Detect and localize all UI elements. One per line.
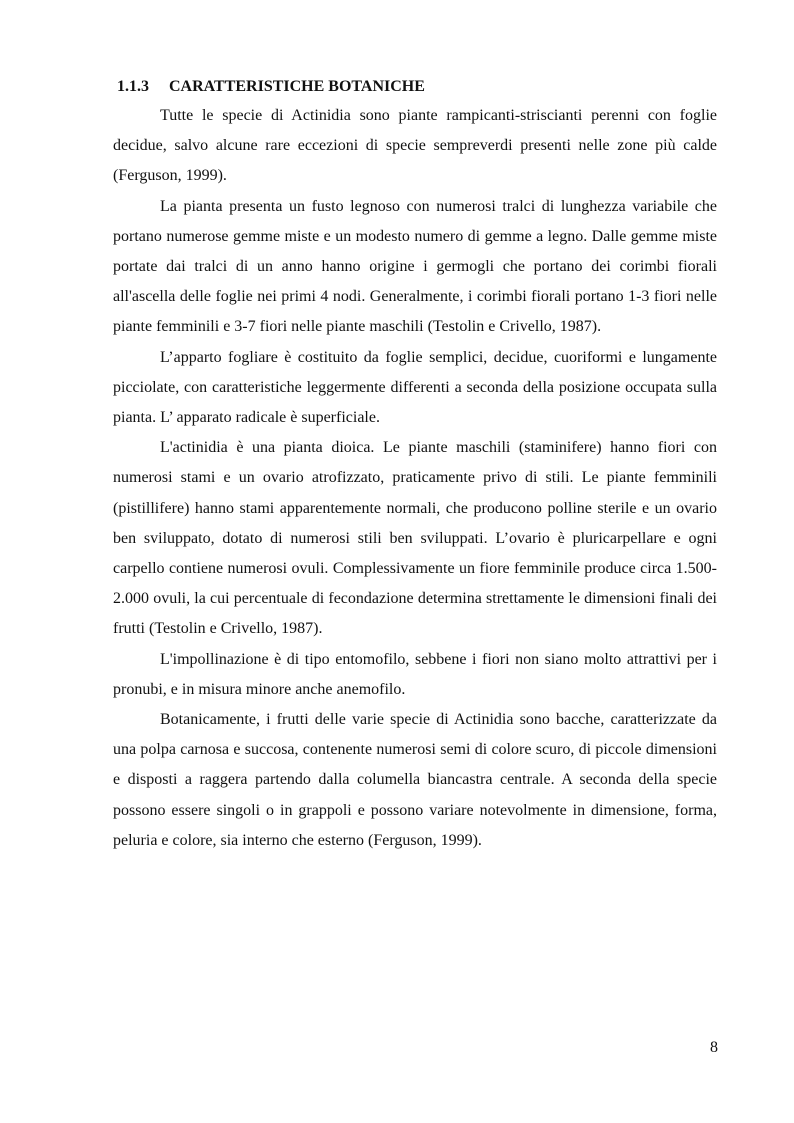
paragraph: La pianta presenta un fusto legnoso con numerosi tralci di lunghezza variabile che portano numerose gemme miste e un modesto numero di gemme a legno. Dalle gemme miste portate dai tralci di un anno hanno origine i germogli che portano dei corimbi fiorali all'ascella delle foglie nei primi 4 nodi. Generalmente, i corimbi fiorali portano 1-3 fiori nelle piante femminili e 3-7 fiori nelle piante maschili (Testolin e Crivello, 1987). bbox=[113, 197, 717, 336]
paragraph: L'actinidia è una pianta dioica. Le piante maschili (staminifere) hanno fiori con numerosi stami e un ovario atrofizzato, praticamente privo di stili. Le piante femminili (pistillifere) hanno stami apparentemente normali, che producono polline sterile e un ovario ben sviluppato, dotato di numerosi stili ben sviluppati. L’ovario è pluricarpellare e ogni carpello contiene numerosi ovuli. Complessivamente un fiore femminile produce circa 1.500-2.000 ovuli, la cui percentuale di fecondazione determina strettamente le dimensioni finali dei frutti (Testolin e Crivello, 1987). bbox=[113, 439, 717, 638]
paragraph: Tutte le specie di Actinidia sono piante rampicanti-striscianti perenni con foglie decidue, salvo alcune rare eccezioni di specie sempreverdi presenti nelle zone più calde (Ferguson, 1999). bbox=[113, 107, 717, 185]
section-number: 1.1.3 bbox=[117, 78, 149, 95]
paragraph: Botanicamente, i frutti delle varie specie di Actinidia sono bacche, caratterizzate da una polpa carnosa e succosa, contenente numerosi semi di colore scuro, di piccole dimensioni e disposti a raggera partendo dalla columella biancastra centrale. A seconda della specie possono essere singoli o in grappoli e possono variare notevolmente in dimensione, forma, peluria e colore, sia interno che esterno (Ferguson, 1999). bbox=[113, 711, 717, 849]
page-number: 8 bbox=[710, 1039, 718, 1056]
section-title: CARATTERISTICHE BOTANICHE bbox=[169, 78, 425, 95]
body-text bbox=[113, 101, 717, 856]
paragraph: L’apparto fogliare è costituito da foglie semplici, decidue, cuoriformi e lungamente picciolate, con caratteristiche leggermente differenti a seconda della posizione occupata sulla pianta. L’ apparato radicale è superficiale. bbox=[113, 348, 717, 427]
section-heading bbox=[117, 76, 425, 98]
paragraph: L'impollinazione è di tipo entomofilo, sebbene i fiori non siano molto attrattivi per i pronubi, e in misura minore anche anemofilo. bbox=[113, 650, 717, 698]
